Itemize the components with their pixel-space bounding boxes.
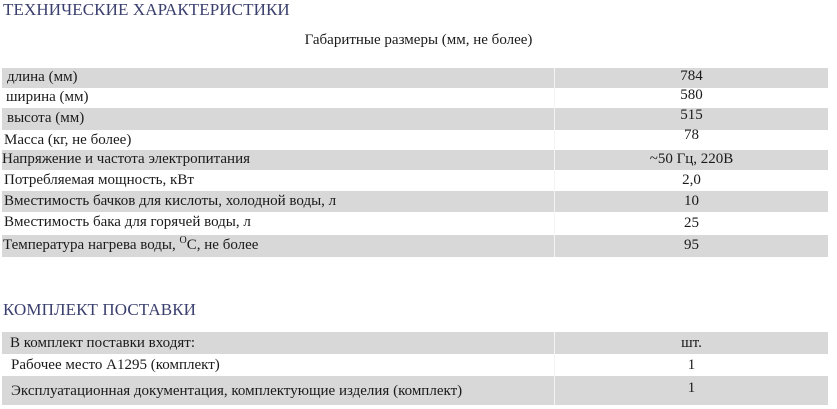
spec-label: Вместимость бака для горячей воды, л	[4, 214, 251, 230]
spec-row-height	[2, 108, 828, 130]
spec-label: Масса (кг, не более)	[4, 132, 132, 148]
specs-heading: ТЕХНИЧЕСКИЕ ХАРАКТЕРИСТИКИ	[3, 0, 290, 19]
spec-label: высота (мм)	[7, 110, 85, 126]
spec-value: 25	[684, 215, 699, 231]
spec-label: Напряжение и частота электропитания	[2, 151, 250, 167]
spec-label: Вместимость бачков для кислоты, холодной воды, л	[4, 193, 337, 209]
spec-value: 515	[680, 107, 703, 123]
kit-row-workstation	[2, 354, 828, 376]
spec-value: 10	[684, 193, 699, 209]
spec-row-water-temp	[2, 235, 828, 257]
spec-row-width	[2, 88, 828, 108]
kit-row-documentation	[2, 376, 828, 405]
kit-header-label: В комплект поставки входят:	[10, 335, 195, 351]
spec-label-text: Температура нагрева воды,	[3, 237, 180, 253]
spec-row-voltage	[2, 150, 828, 170]
spec-value: ~50 Гц, 220В	[649, 151, 734, 167]
spec-value: 95	[684, 237, 699, 253]
kit-header-row	[2, 332, 828, 354]
spec-value: 2,0	[682, 172, 701, 188]
spec-value: 78	[684, 127, 699, 143]
kit-item-label: Рабочее место А1295 (комплект)	[11, 357, 220, 373]
spec-row-mass	[2, 127, 828, 150]
dimensions-subtitle: Габаритные размеры (мм, не более)	[304, 32, 533, 48]
spec-label: Потребляемая мощность, кВт	[4, 172, 194, 188]
degree-symbol: О	[179, 235, 187, 246]
spec-row-power	[2, 170, 828, 191]
kit-item-label: Эксплуатационная документация, комплектующие изделия (комплект)	[11, 383, 463, 399]
spec-label	[3, 235, 259, 253]
kit-item-value: 1	[687, 380, 696, 396]
spec-row-length	[2, 68, 828, 88]
kit-header-value: шт.	[681, 335, 702, 351]
kit-item-value: 1	[687, 357, 696, 373]
spec-value: 580	[680, 87, 703, 103]
spec-row-acid-tank	[2, 191, 828, 212]
kit-heading: КОМПЛЕКТ ПОСТАВКИ	[3, 300, 197, 319]
spec-label-unit: С, не более	[186, 237, 259, 253]
spec-row-hot-water-tank	[2, 212, 828, 235]
spec-label: длина (мм)	[7, 69, 78, 85]
spec-label: ширина (мм)	[6, 89, 89, 105]
spec-value: 784	[680, 68, 703, 84]
